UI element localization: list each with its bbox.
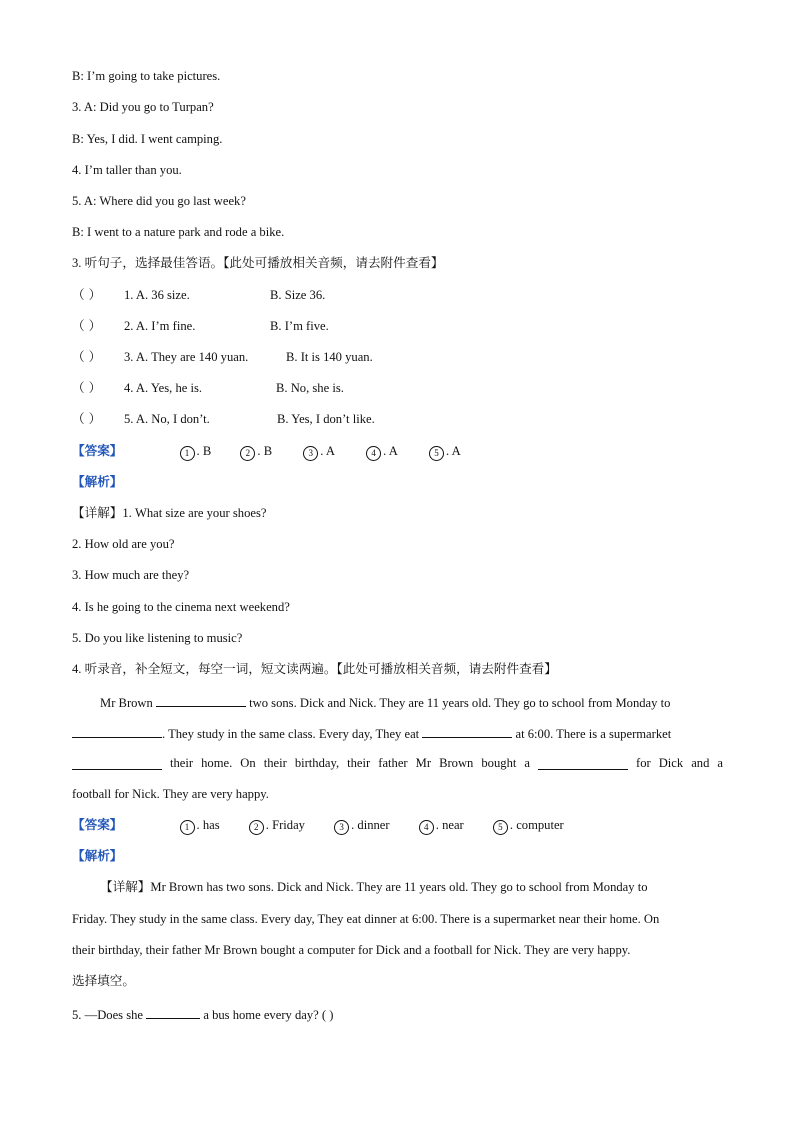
answer-value: . has (196, 818, 220, 832)
answer-item (303, 445, 335, 461)
passage-text: . They study in the same class. Every day, They eat (162, 727, 420, 741)
passage-word: their (170, 756, 194, 770)
fill-blank-1[interactable] (156, 694, 246, 707)
detail-line: 5. Do you like listening to music? (72, 631, 243, 645)
option-a: 5. A. No, I don’t. (124, 412, 210, 426)
section4-title: 听录音，补全短文，每空一词，短文读两遍。【此处可播放相关音频，请去附件查看】 (84, 661, 557, 676)
option-b: B. It is 140 yuan. (286, 350, 373, 364)
question-text: a bus home every day? ( ) (203, 1008, 334, 1022)
option-b: B. I’m five. (270, 319, 329, 333)
dialogue-line: 5. A: Where did you go last week? (72, 194, 246, 208)
passage-word: Dick (658, 756, 684, 770)
answer-value: . A (383, 444, 398, 458)
passage-word: a (717, 756, 723, 770)
passage-text: two sons. Dick and Nick. They are 11 years old. They go to school from Monday to (249, 696, 671, 710)
option-a: 2. A. I’m fine. (124, 319, 196, 333)
answer-value: . dinner (351, 818, 390, 832)
fill-blank-5[interactable] (538, 757, 628, 770)
detail-tag: 【详解】 (72, 505, 123, 520)
passage-line (100, 694, 670, 710)
question-text: 5. —Does she (72, 1008, 144, 1022)
circled-number: 4 (366, 446, 381, 461)
detail-line: 2. How old are you? (72, 537, 175, 551)
passage-word: for (636, 756, 651, 770)
answer-value: . B (196, 444, 212, 458)
dialogue-line: B: Yes, I did. I went camping. (72, 132, 223, 146)
circled-number: 1 (180, 820, 195, 835)
answer-paren[interactable]: （ ） (72, 287, 102, 302)
analysis-tag: 【解析】 (72, 848, 123, 863)
answer-item (180, 819, 220, 835)
answer-value: . A (320, 444, 335, 458)
answer-item (180, 445, 212, 461)
passage-word: and (691, 756, 710, 770)
detail-line: 3. How much are they? (72, 568, 190, 582)
passage-text: Mr Brown (100, 696, 153, 710)
passage-word: a (524, 756, 530, 770)
section3-answer-line (72, 445, 461, 461)
passage-word: home. (201, 756, 233, 770)
option-b: B. Size 36. (270, 288, 326, 302)
answer-item (366, 445, 398, 461)
section3-heading (72, 257, 444, 270)
circled-number: 3 (303, 446, 318, 461)
detail-line: 4. Is he going to the cinema next weekend? (72, 600, 290, 614)
answer-value: . A (445, 444, 461, 458)
circled-number: 1 (180, 446, 195, 461)
option-b: B. Yes, I don’t like. (277, 412, 375, 426)
option-a: 1. A. 36 size. (124, 288, 190, 302)
answer-value: . B (257, 444, 273, 458)
detail-line (72, 507, 266, 520)
choice-row (72, 351, 373, 364)
passage-word: their (263, 756, 287, 770)
passage-line (72, 757, 723, 770)
detail-text: 1. What size are your shoes? (122, 506, 267, 520)
passage-word: their (347, 756, 371, 770)
passage-text: at 6:00. There is a supermarket (515, 727, 672, 741)
answer-paren[interactable]: （ ） (72, 349, 102, 364)
choice-row (72, 289, 325, 302)
detail-line (100, 881, 648, 894)
answer-paren[interactable]: （ ） (72, 318, 102, 333)
passage-word: birthday, (294, 756, 340, 770)
passage-word: Brown (439, 756, 474, 770)
section3-title: 听句子，选择最佳答语。【此处可播放相关音频，请去附件查看】 (84, 255, 444, 270)
question-line (72, 1006, 333, 1022)
passage-line (72, 725, 671, 741)
fill-blank-2[interactable] (72, 725, 162, 738)
passage-line: football for Nick. They are very happy. (72, 787, 269, 801)
answer-value: . computer (509, 818, 564, 832)
detail-line: their birthday, their father Mr Brown bought a computer for Dick and a football for Nick. They are very happy. (72, 943, 631, 957)
section4-answer-line (72, 819, 564, 835)
answer-item (429, 445, 461, 461)
choice-row (72, 320, 329, 333)
answer-tag: 【答案】 (72, 443, 123, 458)
passage-word: On (240, 756, 256, 770)
detail-line: Friday. They study in the same class. Every day, They eat dinner at 6:00. There is a supermarket near their home. On (72, 912, 660, 926)
detail-tag: 【详解】 (100, 879, 151, 894)
detail-text: Mr Brown has two sons. Dick and Nick. They are 11 years old. They go to school from Monday to (150, 880, 648, 894)
answer-item (334, 819, 389, 835)
dialogue-line: 4. I’m taller than you. (72, 163, 182, 177)
passage-word: father (378, 756, 408, 770)
passage-word: bought (481, 756, 517, 770)
answer-item (240, 445, 272, 461)
fill-section-title: 选择填空。 (72, 973, 135, 988)
section4-heading (72, 663, 557, 676)
option-a: 3. A. They are 140 yuan. (124, 350, 249, 364)
fill-blank-4[interactable] (72, 757, 162, 770)
answer-item (419, 819, 464, 835)
answer-paren[interactable]: （ ） (72, 411, 102, 426)
answer-value: . near (435, 818, 464, 832)
dialogue-line: B: I went to a nature park and rode a bike. (72, 225, 285, 239)
fill-blank-3[interactable] (422, 725, 512, 738)
option-b: B. No, she is. (276, 381, 344, 395)
section4-number: 4. (72, 662, 82, 676)
dialogue-line: 3. A: Did you go to Turpan? (72, 100, 214, 114)
analysis-tag: 【解析】 (72, 474, 123, 489)
choice-row (72, 382, 344, 395)
choice-row (72, 413, 375, 426)
answer-paren[interactable]: （ ） (72, 380, 102, 395)
circled-number: 4 (419, 820, 434, 835)
circled-number: 2 (240, 446, 255, 461)
answer-tag: 【答案】 (72, 817, 123, 832)
circled-number: 2 (249, 820, 264, 835)
circled-number: 3 (334, 820, 349, 835)
answer-value: . Friday (265, 818, 305, 832)
answer-item (249, 819, 305, 835)
fill-blank-q5[interactable] (146, 1006, 200, 1019)
passage-word: Mr (415, 756, 432, 770)
answer-item (493, 819, 564, 835)
circled-number: 5 (429, 446, 444, 461)
dialogue-line: B: I’m going to take pictures. (72, 69, 221, 83)
section3-number: 3. (72, 256, 82, 270)
option-a: 4. A. Yes, he is. (124, 381, 203, 395)
circled-number: 5 (493, 820, 508, 835)
